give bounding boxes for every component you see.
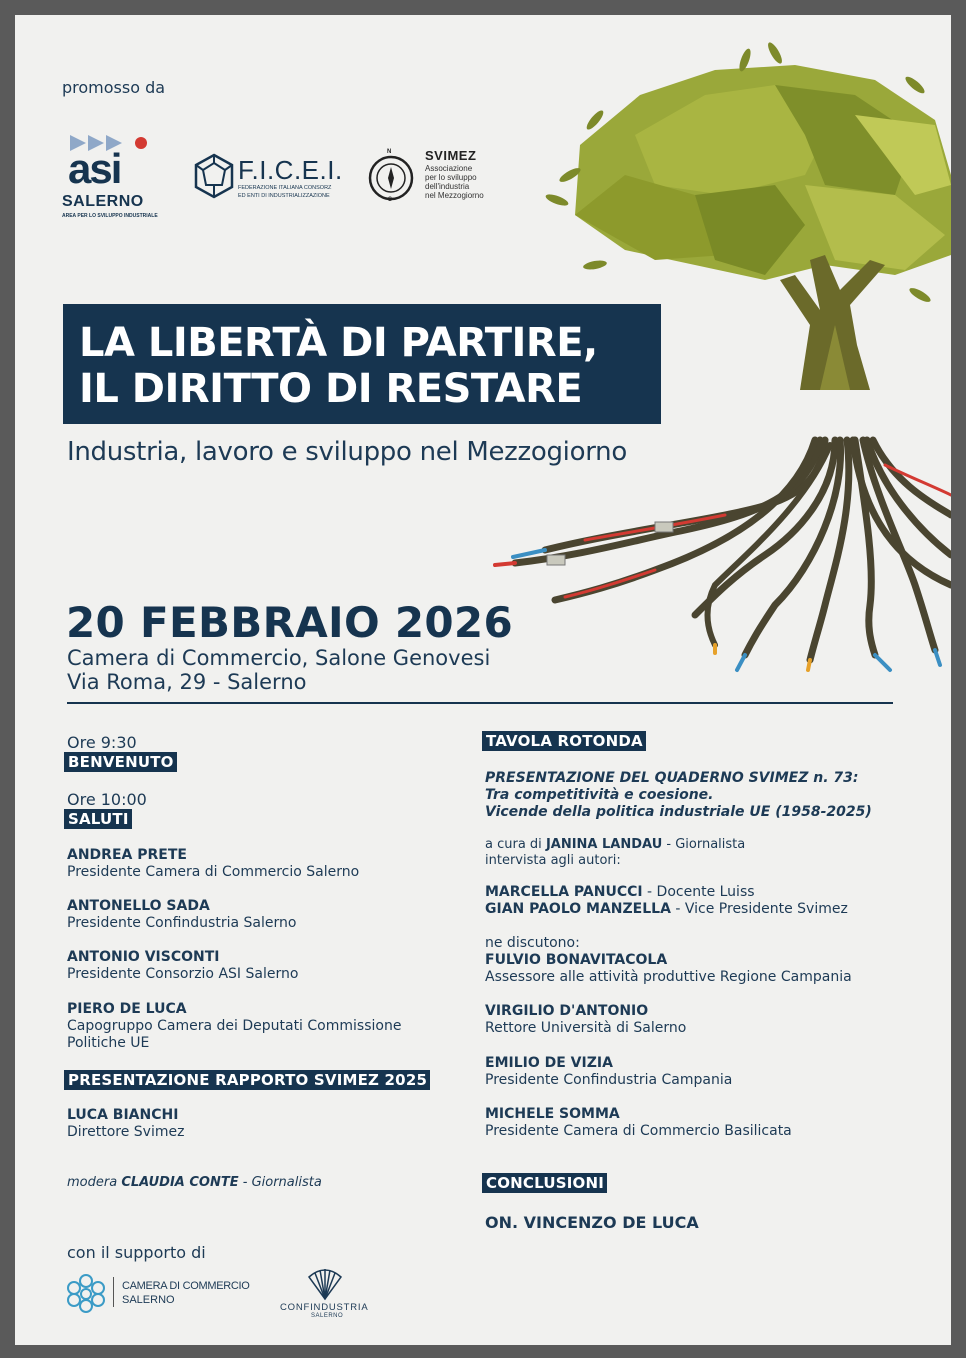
- chamber-divider: [113, 1277, 114, 1307]
- discussant-name: FULVIO BONAVITACOLA: [485, 952, 668, 968]
- title-box: [63, 304, 661, 424]
- speaker-role: Capogruppo Camera dei Deputati Commissione: [67, 1018, 402, 1034]
- speaker-role-cont: Politiche UE: [67, 1035, 150, 1051]
- asi-logo-text: asi: [68, 145, 121, 192]
- moderator-line: [67, 1175, 322, 1190]
- svimez-sub2: per lo sviluppo: [425, 173, 477, 182]
- discussant-block: [485, 1055, 732, 1089]
- asi-sub: AREA PER LO SVILUPPO INDUSTRIALE: [62, 213, 158, 219]
- confindustria-name: CONFINDUSTRIA: [280, 1302, 369, 1313]
- curator-name: JANINA LANDAU: [545, 837, 663, 852]
- moderator-pre: modera: [67, 1175, 122, 1190]
- presentation-line3: Vicende della politica industriale UE (1958-2025): [485, 804, 872, 820]
- ficei-polyhedron-icon: [192, 153, 236, 199]
- ficei-sub1: FEDERAZIONE ITALIANA CONSORZ: [238, 185, 332, 191]
- presentation-title: PRESENTAZIONE DEL QUADERNO SVIMEZ n. 73:: [485, 770, 859, 786]
- presentation-line2: Tra competitività e coesione.: [485, 787, 714, 803]
- speaker-block: [67, 847, 359, 881]
- event-address: Via Roma, 29 - Salerno: [67, 670, 307, 694]
- speaker-block: [67, 949, 298, 983]
- discussant-name: VIRGILIO D'ANTONIO: [485, 1003, 649, 1019]
- asi-salerno-logo: [62, 133, 162, 225]
- ficei-sub2: ED ENTI DI INDUSTRIALIZZAZIONE: [238, 193, 330, 199]
- discuss-label: ne discutono:: [485, 935, 580, 951]
- ficei-name: F.I.C.E.I.: [238, 155, 343, 185]
- discussant-name: EMILIO DE VIZIA: [485, 1055, 613, 1071]
- tree-roots: [495, 440, 951, 670]
- curated-line2: intervista agli autori:: [485, 853, 621, 868]
- discussant-block: [485, 1003, 686, 1037]
- curated-block: [485, 837, 745, 869]
- title-line-2: IL DIRITTO DI RESTARE: [79, 366, 583, 412]
- speaker-role: Presidente Consorzio ASI Salerno: [67, 966, 299, 982]
- tree-trunk: [780, 255, 885, 390]
- discussant-name: MICHELE SOMMA: [485, 1106, 620, 1122]
- conclusions-header: CONCLUSIONI: [482, 1173, 607, 1193]
- compass-n: N: [387, 149, 392, 155]
- svimez-sub3: dell'industria: [425, 182, 470, 191]
- speaker-role: Direttore Svimez: [67, 1124, 185, 1140]
- speaker-name: ANDREA PRETE: [67, 847, 187, 863]
- time-welcome: Ore 9:30: [67, 733, 137, 752]
- confindustria-city: SALERNO: [311, 1313, 344, 1319]
- report-header: PRESENTAZIONE RAPPORTO SVIMEZ 2025: [64, 1070, 430, 1090]
- round-table-header: TAVOLA ROTONDA: [482, 731, 646, 751]
- closing-speaker: ON. VINCENZO DE LUCA: [485, 1213, 699, 1232]
- event-date: 20 FEBBRAIO 2026: [66, 598, 513, 647]
- discussant-role: Assessore alle attività produttive Regione Campania: [485, 969, 852, 985]
- author-role: - Docente Luiss: [642, 884, 755, 900]
- ficei-logo: [192, 153, 352, 203]
- discussant-role: Presidente Camera di Commercio Basilicata: [485, 1123, 792, 1139]
- author-name: MARCELLA PANUCCI: [485, 884, 643, 900]
- speaker-name: LUCA BIANCHI: [67, 1107, 179, 1123]
- discussant-block: [485, 1106, 792, 1140]
- moderator-post: - Giornalista: [238, 1175, 322, 1190]
- confindustria-shell-icon: [305, 1267, 345, 1301]
- event-venue: Camera di Commercio, Salone Genovesi: [67, 646, 491, 670]
- discussant-role: Presidente Confindustria Campania: [485, 1072, 733, 1088]
- discussant-role: Rettore Università di Salerno: [485, 1020, 687, 1036]
- divider: [67, 702, 893, 704]
- compass-s: S: [388, 197, 393, 203]
- author-name: GIAN PAOLO MANZELLA: [485, 901, 671, 917]
- chamber-city: SALERNO: [122, 1294, 175, 1306]
- curated-pre: a cura di: [485, 837, 546, 852]
- curated-post: - Giornalista: [662, 837, 746, 852]
- moderator-name: CLAUDIA CONTE: [121, 1175, 239, 1190]
- authors-block: [485, 884, 848, 918]
- chamber-name: CAMERA DI COMMERCIO: [122, 1280, 250, 1292]
- chamber-of-commerce-logo: [65, 1273, 250, 1317]
- svimez-sub4: nel Mezzogiorno: [425, 191, 484, 200]
- speaker-block: [67, 1001, 401, 1052]
- subtitle: Industria, lavoro e sviluppo nel Mezzogiorno: [67, 437, 627, 467]
- speaker-name: ANTONELLO SADA: [67, 898, 210, 914]
- author-role: - Vice Presidente Svimez: [670, 901, 848, 917]
- greetings-header: SALUTI: [64, 809, 132, 829]
- discussant-block: [485, 952, 852, 986]
- title-line-1: LA LIBERTÀ DI PARTIRE,: [79, 320, 598, 366]
- speaker-name: ANTONIO VISCONTI: [67, 949, 220, 965]
- asi-name: SALERNO: [62, 193, 144, 210]
- tree-canopy: [544, 41, 951, 305]
- event-poster: [15, 15, 951, 1345]
- time-greetings: Ore 10:00: [67, 790, 147, 809]
- speaker-role: Presidente Confindustria Salerno: [67, 915, 297, 931]
- chamber-knot-icon: [65, 1273, 107, 1313]
- svimez-sub1: Associazione: [425, 164, 473, 173]
- promoted-by-label: promosso da: [62, 78, 166, 97]
- report-speaker-block: [67, 1107, 184, 1141]
- speaker-name: PIERO DE LUCA: [67, 1001, 187, 1017]
- welcome-header: BENVENUTO: [64, 752, 177, 772]
- svimez-name: SVIMEZ: [425, 148, 477, 163]
- presentation-block: [485, 770, 872, 821]
- confindustria-logo: [280, 1267, 370, 1327]
- speaker-role: Presidente Camera di Commercio Salerno: [67, 864, 360, 880]
- support-label: con il supporto di: [67, 1243, 206, 1262]
- speaker-block: [67, 898, 296, 932]
